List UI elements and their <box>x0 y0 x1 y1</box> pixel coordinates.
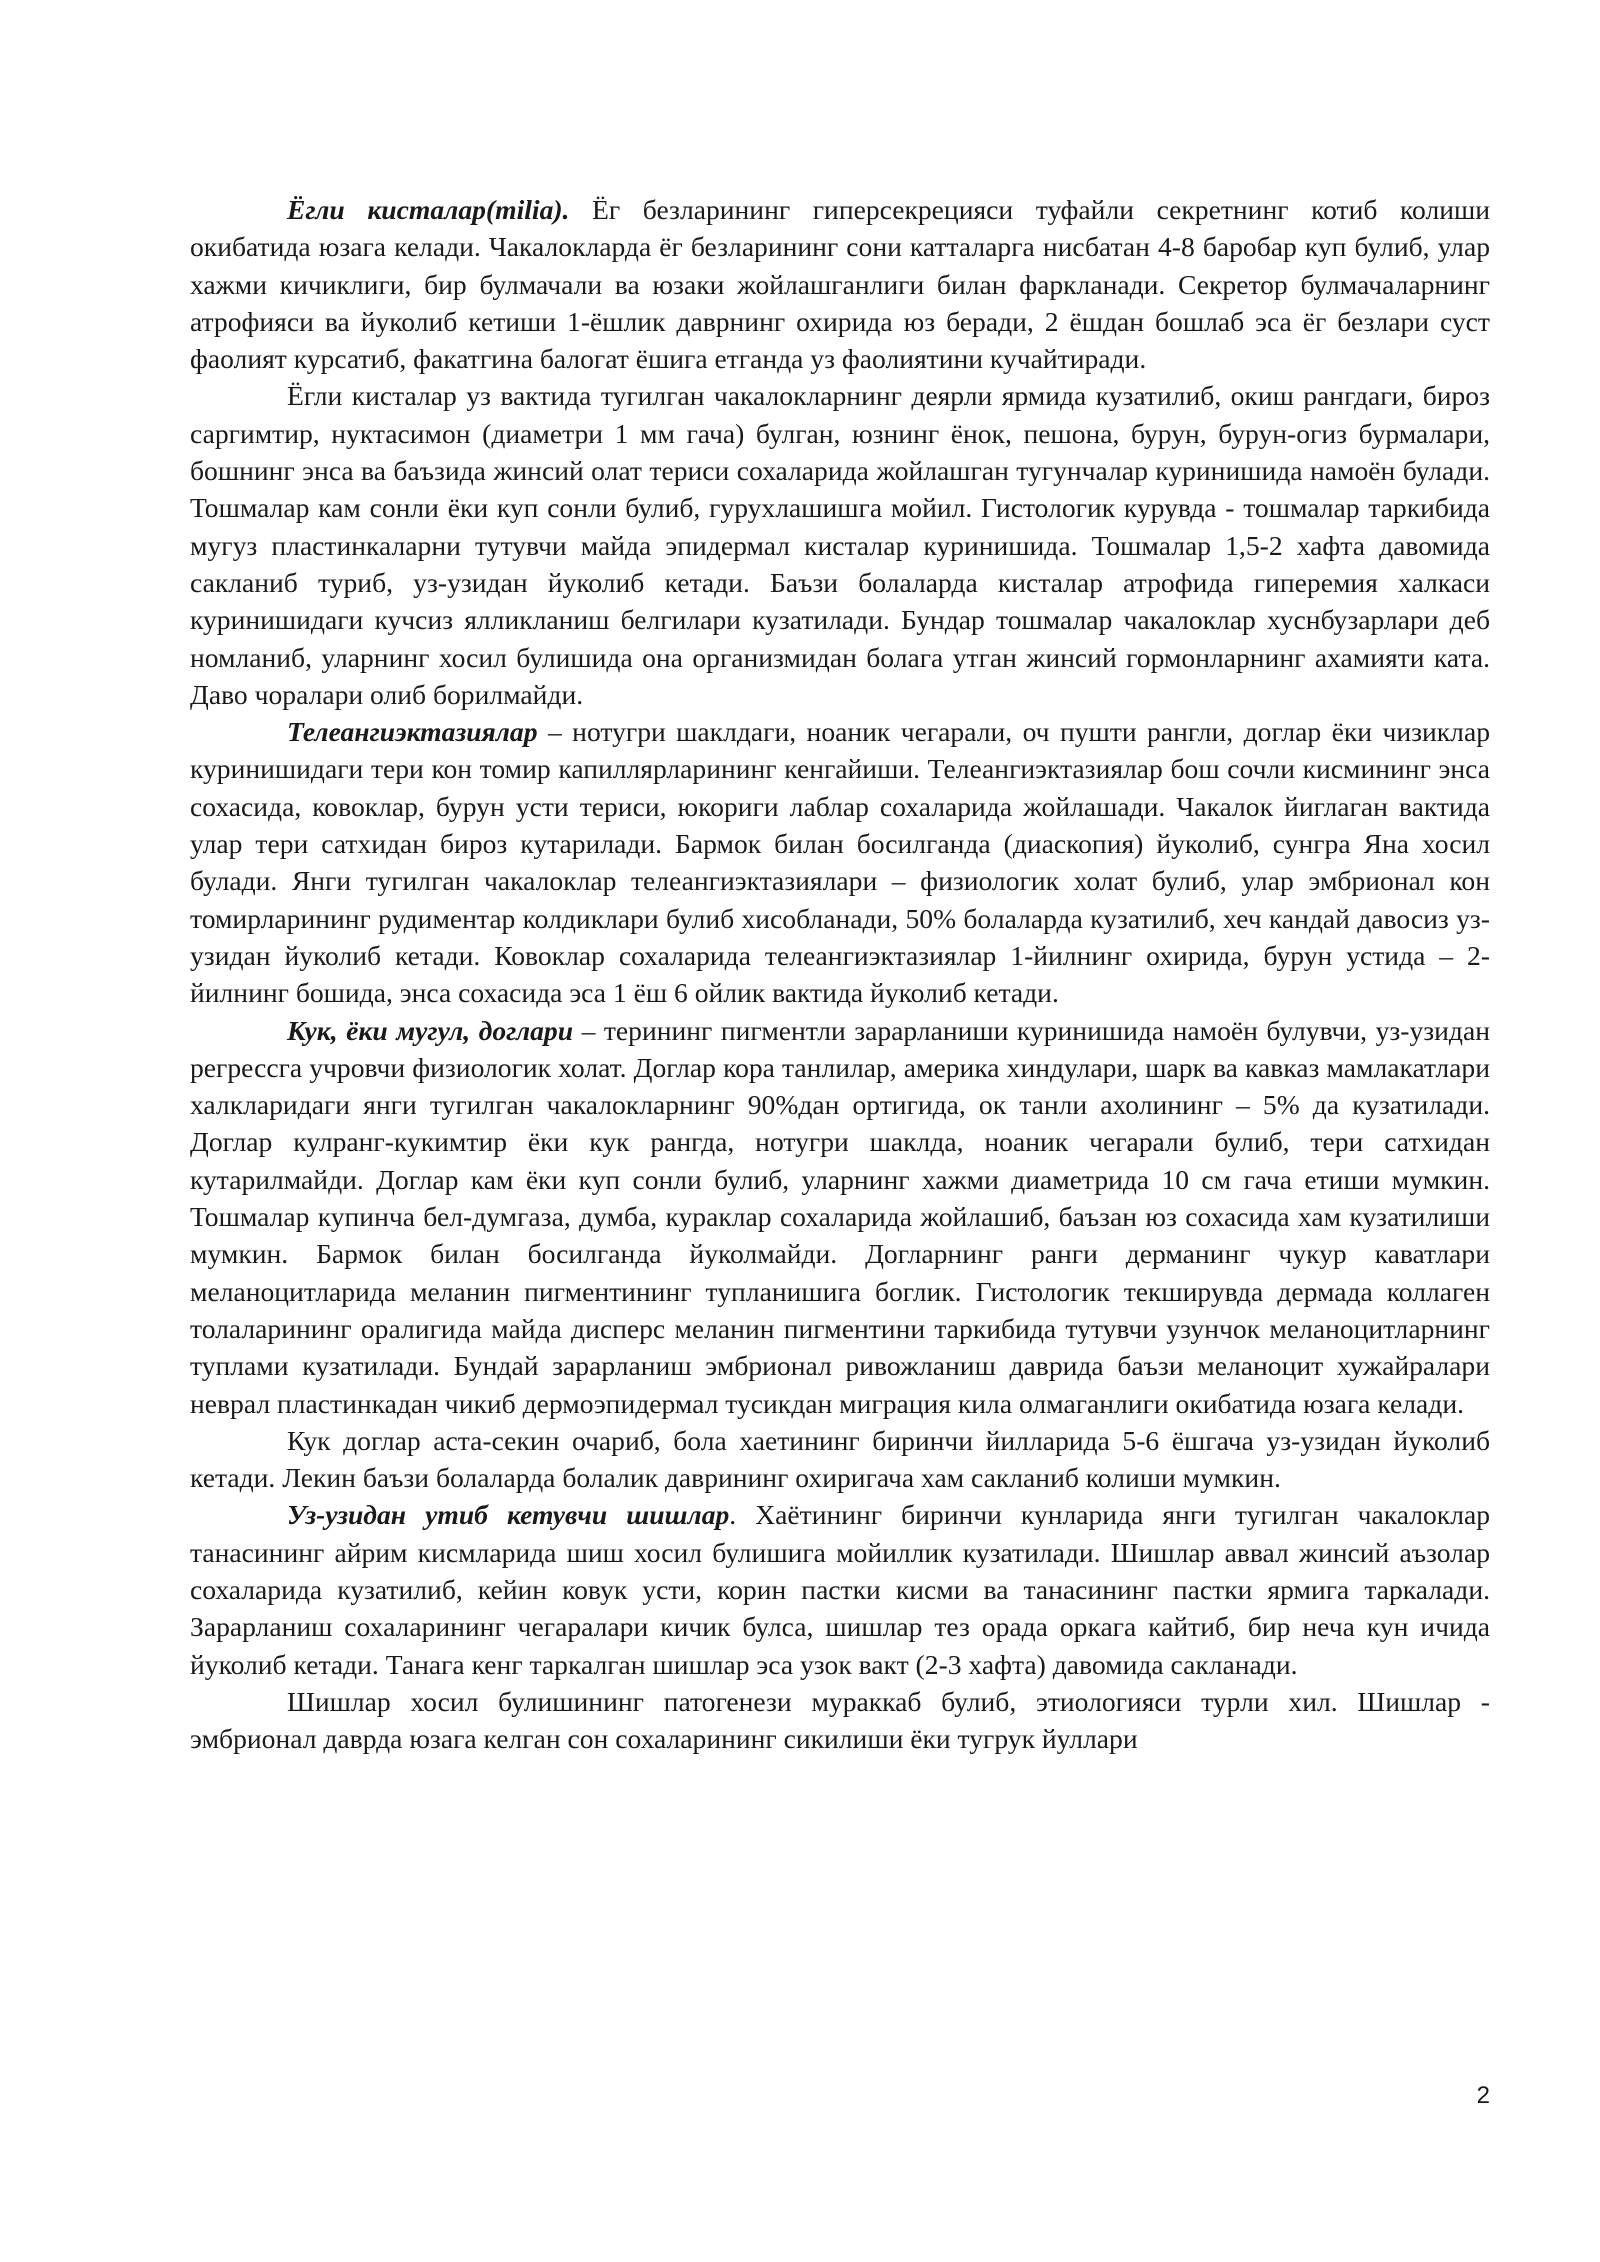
paragraph-text: Ёгли кисталар уз вактида тугилган чакалокларнинг деярли ярмида кузатилиб, окиш рангдаги, бироз саргимтир, нуктасимон (диаметри 1 мм гача) булган, юзнинг ёнок, пешона, бурун, бурун-огиз бурмалари, бошнинг энса ва баъзида жинсий олат териси сохаларида жойлашган тугунчалар куринишида намоён булади. Тошмалар кам сонли ёки куп сонли булиб, гурухлашишга мойил. Гистологик курувда - тошмалар таркибида мугуз пластинкаларни тутувчи майда эпидермал кисталар куринишида. Тошмалар 1,5-2 хафта давомида сакланиб туриб, уз-узидан йуколиб кетади. Баъзи болаларда кисталар атрофида гиперемия халкаси куринишидаги кучсиз ялликланиш белгилари кузатилади. Бундар тошмалар чакалоклар хуснбузарлари деб номланиб, уларнинг хосил булишида она организмидан болага утган жинсий гормонларнинг ахамияти ката. Даво чоралари олиб борилмайди. <box>190 380 1490 710</box>
term-milia: Ёгли кисталар(milia). <box>287 194 570 225</box>
paragraph-mongolian-spots-course <box>190 1422 1490 1497</box>
term-transient-edema: Уз-узидан утиб кетувчи шишлар <box>287 1499 730 1531</box>
paragraph-text: Кук доглар аста-секин очариб, бола хаетининг биринчи йилларида 5-6 ёшгача уз-узидан йуколиб кетади. Лекин баъзи болаларда болалик даврининг охиригача хам сакланиб колиши мумкин. <box>190 1424 1490 1494</box>
paragraph-text: – терининг пигментли зарарланиши куринишида намоён булувчи, уз-узидан регрессга учровчи физиологик холат. Доглар кора танлилар, америка хиндулари, шарк ва кавказ мамлакатлари халкларидаги янги тугилган чакалокларнинг 90%дан ортигида, ок танли ахолининг – 5% да кузатилади. Доглар кулранг-кукимтир ёки кук рангда, нотугри шаклда, ноаник чегарали булиб, тери сатхидан кутарилмайди. Доглар кам ёки куп сонли булиб, уларнинг хажми диаметрида 10 см гача етиши мумкин. Тошмалар купинча бел-думгаза, думба, кураклар сохаларида жойлашиб, баъзан юз сохасида хам кузатилиши мумкин. Бармок билан босилганда йуколмайди. Догларнинг ранги дерманинг чукур каватлари меланоцитларида меланин пигментининг тупланишига боглик. Гистологик текширувда дермада коллаген толаларининг оралигида майда дисперс меланин пигментини таркибида тутувчи узунчок меланоцитларнинг туплами кузатилади. Бундай зарарланиш эмбрионал ривожланиш даврида баъзи меланоцит хужайралари неврал пластинкадан чикиб дермоэпидермал тусикдан миграция кила олмаганлиги окибатида юзага келади. <box>190 1014 1490 1419</box>
paragraph-milia <box>190 191 1490 377</box>
paragraph-milia-description <box>190 377 1490 713</box>
paragraph-mongolian-spots <box>190 1012 1490 1422</box>
paragraph-text: . Хаётининг биринчи кунларида янги тугилган чакалоклар танасининг айрим кисмларида шиш хосил булишига мойиллик кузатилади. Шишлар аввал жинсий аъзолар сохаларида кузатилиб, кейин ковук усти, корин пастки кисми ва танасининг пастки ярмига таркалади. Зарарланиш сохаларининг чегаралари кичик булса, шишлар тез орада оркага кайтиб, бир неча кун ичида йуколиб кетади. Танага кенг таркалган шишлар эса узок вакт (2-3 хафта) давомида сакланади. <box>190 1499 1491 1680</box>
paragraph-transient-edema <box>190 1496 1490 1682</box>
paragraph-telangiectasia <box>190 713 1490 1011</box>
paragraph-edema-pathogenesis <box>190 1683 1490 1758</box>
page-number: 2 <box>1476 2082 1490 2109</box>
term-telangiectasia: Телеангиэктазиялар <box>287 716 538 748</box>
term-mongolian-spots: Кук, ёки мугул, доглари <box>287 1014 574 1046</box>
paragraph-text: Шишлар хосил булишининг патогенези мураккаб булиб, этиологияси турли хил. Шишлар - эмбрионал даврда юзага келган сон сохаларининг сикилиши ёки тугрук йуллари <box>190 1685 1490 1755</box>
document-body <box>190 191 1490 1757</box>
paragraph-text: – нотугри шаклдаги, ноаник чегарали, оч пушти рангли, доглар ёки чизиклар куринишидаги тери кон томир капиллярларининг кенгайиши. Телеангиэктазиялар бош сочли кисмининг энса сохасида, ковоклар, бурун усти териси, юкориги лаблар сохаларида жойлашади. Чакалок йиглаган вактида улар тери сатхидан бироз кутарилади. Бармок билан босилганда (диаскопия) йуколиб, сунгра Яна хосил булади. Янги тугилган чакалоклар телеангиэктазиялари – физиологик холат булиб, улар эмбрионал кон томирларининг рудиментар колдиклари булиб хисобланади, 50% болаларда кузатилиб, хеч кандай давосиз уз-узидан йуколиб кетади. Ковоклар сохаларида телеангиэктазиялар 1-йилнинг охирида, бурун устида – 2- йилнинг бошида, энса сохасида эса 1 ёш 6 ойлик вактида йуколиб кетади. <box>190 716 1490 1009</box>
paragraph-text: Ёг безларининг гиперсекрецияси туфайли секретнинг котиб колиши окибатида юзага келади. Чакалокларда ёг безларининг сони катталарга нисбатан 4-8 баробар куп булиб, улар хажми кичиклиги, бир булмачали ва юзаки жойлашганлиги билан фаркланади. Секретор булмачаларнинг атрофияси ва йуколиб кетиши 1-ёшлик даврнинг охирида юз беради, 2 ёшдан бошлаб эса ёг безлари суст фаолият курсатиб, факатгина балогат ёшига етганда уз фаолиятини кучайтиради. <box>190 194 1490 375</box>
